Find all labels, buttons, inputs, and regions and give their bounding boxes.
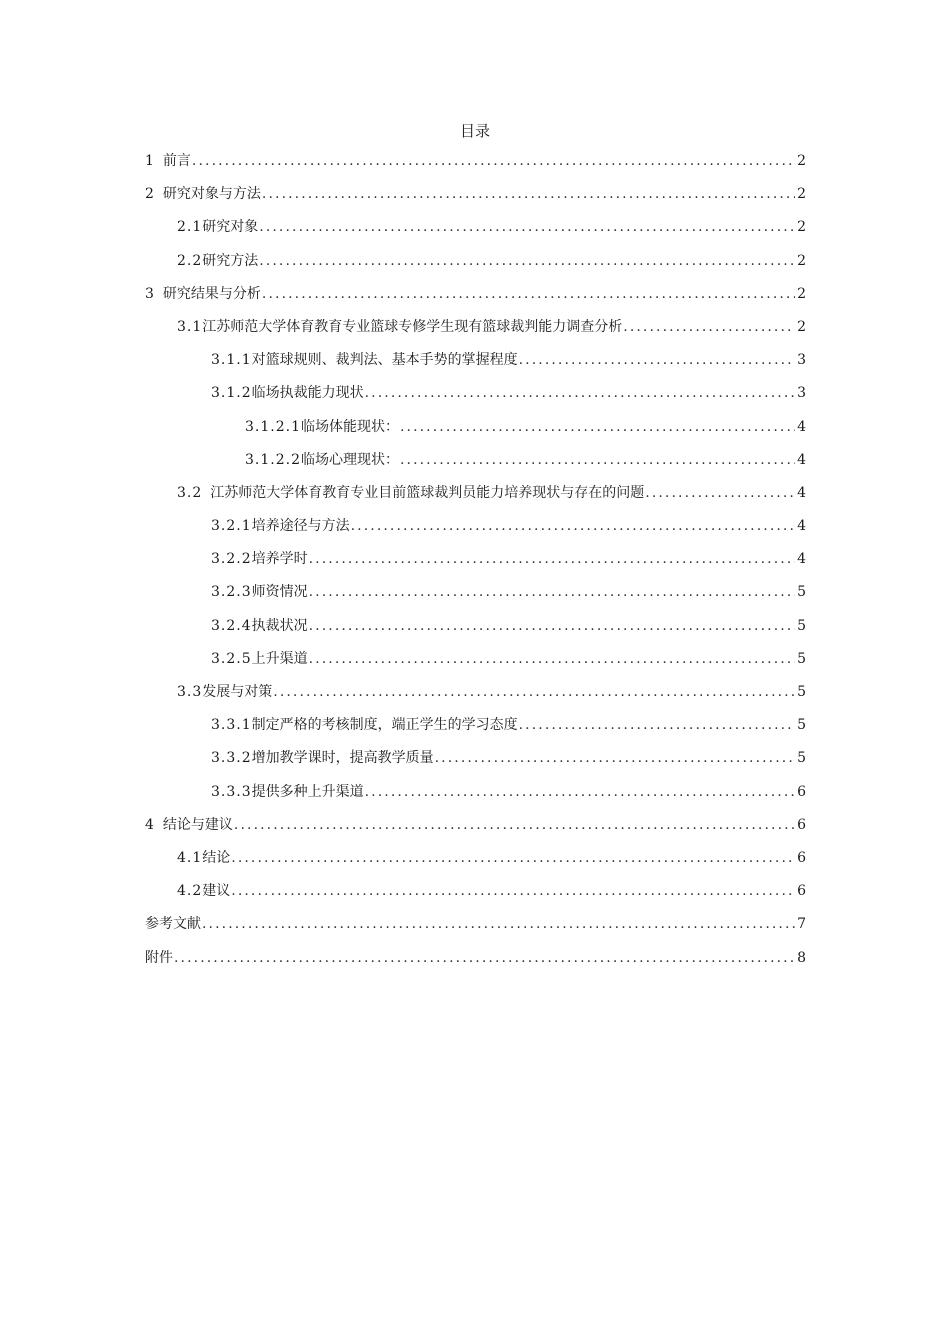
toc-entry[interactable] — [145, 148, 806, 181]
toc-entry-title: 研究对象与方法 — [162, 186, 261, 203]
toc-entry-number: 3.2 — [177, 484, 203, 501]
toc-page-number: 4 — [797, 518, 806, 535]
table-of-contents — [145, 148, 806, 978]
toc-entry-title: 提供多种上升渠道 — [251, 783, 364, 800]
toc-entry[interactable] — [145, 513, 806, 546]
toc-entry-title: 江苏师范大学体育教育专业篮球专修学生现有篮球裁判能力调查分析 — [202, 318, 623, 335]
toc-page-number: 3 — [797, 385, 806, 402]
toc-entry-title: 上升渠道 — [251, 650, 308, 667]
toc-leader-dots — [400, 414, 795, 440]
toc-leader-dots — [202, 911, 795, 937]
toc-page-number: 5 — [797, 584, 806, 601]
toc-page-number: 6 — [797, 783, 806, 800]
toc-leader-dots — [259, 214, 795, 240]
toc-entry-title: 发展与对策 — [202, 684, 273, 700]
toc-leader-dots — [519, 347, 795, 373]
toc-entry-number: 2 — [145, 186, 155, 203]
toc-page-number: 6 — [797, 816, 806, 833]
toc-entry-title: 临场心理现状： — [300, 451, 399, 468]
toc-page-number: 6 — [797, 849, 806, 866]
toc-page-number: 5 — [797, 617, 806, 634]
toc-page-number: 2 — [797, 318, 806, 335]
toc-page-number: 2 — [797, 285, 806, 302]
toc-entry[interactable] — [145, 911, 806, 944]
toc-page-number: 3 — [797, 352, 806, 369]
toc-entry-title: 研究方法 — [202, 252, 259, 269]
toc-page-number: 5 — [797, 750, 806, 767]
toc-entry-title: 结论与建议 — [162, 816, 233, 833]
toc-entry-number: 2.1 — [177, 219, 203, 236]
toc-page-number: 4 — [797, 451, 806, 468]
toc-entry-number: 3.1.1 — [211, 352, 252, 369]
toc-leader-dots — [365, 779, 795, 805]
toc-entry-number: 3.1.2 — [211, 385, 252, 402]
toc-entry-number: 3.3.1 — [211, 717, 252, 734]
toc-page-number: 2 — [797, 219, 806, 236]
toc-entry-title: 研究结果与分析 — [162, 285, 261, 302]
toc-entry-number: 3.2.1 — [211, 518, 252, 535]
toc-leader-dots — [234, 812, 795, 838]
toc-entry-title: 参考文献 — [145, 916, 201, 933]
toc-entry-title: 建议 — [202, 883, 231, 900]
toc-entry[interactable] — [145, 845, 806, 878]
toc-entry-number: 3 — [145, 285, 155, 302]
toc-leader-dots — [435, 745, 795, 771]
toc-entry-title: 师资情况 — [251, 584, 308, 601]
toc-entry-title: 增加教学课时，提高教学质量 — [251, 750, 434, 767]
toc-entry-number: 3.2.4 — [211, 617, 252, 634]
toc-page-number: 7 — [797, 916, 806, 933]
toc-entry[interactable] — [145, 380, 806, 413]
toc-entry-number: 3.3.3 — [211, 783, 252, 800]
toc-entry[interactable] — [145, 181, 806, 214]
toc-entry[interactable] — [145, 347, 806, 380]
toc-entry[interactable] — [145, 745, 806, 778]
toc-leader-dots — [309, 613, 795, 639]
toc-entry[interactable] — [145, 281, 806, 314]
toc-entry-title: 临场体能现状： — [300, 418, 399, 435]
toc-entry[interactable] — [145, 613, 806, 646]
toc-leader-dots — [309, 646, 795, 672]
toc-leader-dots — [262, 181, 795, 207]
toc-entry[interactable] — [145, 248, 806, 281]
toc-leader-dots — [365, 380, 795, 406]
toc-entry-number: 1 — [145, 153, 155, 169]
toc-page-number: 5 — [797, 717, 806, 734]
toc-leader-dots — [623, 314, 795, 340]
toc-entry-number: 3.3.2 — [211, 750, 252, 767]
toc-entry[interactable] — [145, 878, 806, 911]
toc-page-number: 5 — [797, 684, 806, 700]
toc-entry-number: 3.1 — [177, 318, 203, 335]
toc-entry[interactable] — [145, 812, 806, 845]
toc-entry-number: 3.1.2.2 — [245, 451, 301, 468]
toc-entry[interactable] — [145, 679, 806, 712]
toc-entry-title: 附件 — [145, 949, 173, 966]
toc-page-number: 2 — [797, 153, 806, 169]
toc-entry-number: 3.2.5 — [211, 650, 252, 667]
toc-entry[interactable] — [145, 579, 806, 612]
toc-page-number: 2 — [797, 252, 806, 269]
toc-entry-number: 3.2.2 — [211, 551, 252, 568]
toc-leader-dots — [645, 480, 795, 506]
toc-entry-title: 结论 — [202, 849, 231, 866]
toc-entry[interactable] — [145, 414, 806, 447]
toc-entry-number: 2.2 — [177, 252, 203, 269]
toc-entry-title: 江苏师范大学体育教育专业目前篮球裁判员能力培养现状与存在的问题 — [210, 484, 645, 501]
toc-page-number: 8 — [797, 949, 806, 966]
toc-leader-dots — [351, 513, 795, 539]
toc-page-number: 5 — [797, 650, 806, 667]
toc-entry[interactable] — [145, 447, 806, 480]
toc-entry-title: 制定严格的考核制度，端正学生的学习态度 — [251, 717, 518, 734]
toc-leader-dots — [309, 579, 795, 605]
toc-leader-dots — [231, 845, 795, 871]
toc-entry[interactable] — [145, 712, 806, 745]
toc-entry-number: 4.1 — [177, 849, 203, 866]
toc-entry[interactable] — [145, 945, 806, 978]
toc-entry-title: 前言 — [162, 153, 191, 169]
toc-entry-number: 4.2 — [177, 883, 203, 900]
toc-entry-title: 研究对象 — [202, 219, 259, 236]
toc-entry-number: 3.1.2.1 — [245, 418, 301, 435]
toc-entry-title: 培养学时 — [251, 551, 308, 568]
toc-entry-title: 执裁状况 — [251, 617, 308, 634]
toc-leader-dots — [400, 447, 795, 473]
toc-entry-number: 3.2.3 — [211, 584, 252, 601]
toc-entry[interactable] — [145, 779, 806, 812]
toc-entry-title: 临场执裁能力现状 — [251, 385, 364, 402]
toc-page-number: 4 — [797, 418, 806, 435]
toc-entry[interactable] — [145, 480, 806, 513]
toc-leader-dots — [273, 679, 795, 705]
toc-entry-number: 4 — [145, 816, 155, 833]
toc-page-number: 4 — [797, 551, 806, 568]
toc-page-number: 2 — [797, 186, 806, 203]
toc-leader-dots — [309, 546, 795, 572]
toc-page-number: 4 — [797, 484, 806, 501]
toc-leader-dots — [192, 148, 795, 174]
toc-entry-title: 对篮球规则、裁判法、基本手势的掌握程度 — [251, 352, 518, 369]
toc-entry-title: 培养途径与方法 — [251, 518, 350, 535]
toc-entry[interactable] — [145, 314, 806, 347]
toc-entry[interactable] — [145, 646, 806, 679]
toc-entry-number: 3.3 — [177, 684, 203, 700]
toc-entry[interactable] — [145, 214, 806, 247]
toc-title: 目录 — [459, 122, 490, 140]
toc-leader-dots — [519, 712, 795, 738]
toc-page-number: 6 — [797, 883, 806, 900]
toc-entry[interactable] — [145, 546, 806, 579]
toc-leader-dots — [262, 281, 795, 307]
toc-leader-dots — [174, 945, 795, 971]
toc-leader-dots — [259, 248, 795, 274]
toc-leader-dots — [231, 878, 795, 904]
